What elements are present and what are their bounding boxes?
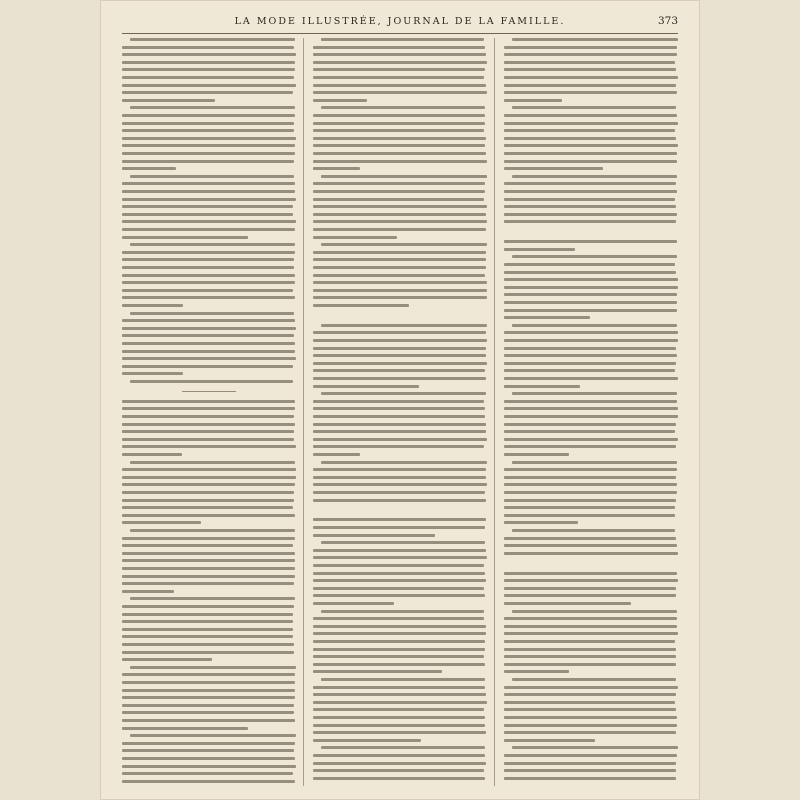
text-line — [122, 266, 294, 269]
text-line — [313, 407, 485, 410]
text-line — [504, 762, 676, 765]
text-line — [313, 453, 360, 456]
text-line — [122, 68, 295, 71]
text-line — [313, 354, 486, 357]
text-line — [313, 144, 485, 147]
text-line — [504, 468, 677, 471]
text-line — [504, 377, 678, 380]
text-line — [504, 594, 676, 597]
text-line — [313, 754, 485, 757]
text-line — [313, 84, 486, 87]
text-line — [504, 572, 677, 575]
text-line — [504, 648, 676, 651]
text-line — [122, 483, 295, 486]
text-column-2 — [313, 36, 487, 788]
text-line — [313, 594, 485, 597]
text-line — [504, 309, 677, 312]
text-line — [504, 476, 676, 479]
text-line — [313, 385, 419, 388]
text-line — [313, 347, 486, 350]
text-line — [122, 635, 293, 638]
text-line — [313, 129, 484, 132]
text-line — [313, 549, 486, 552]
text-line — [122, 152, 295, 155]
text-line — [313, 777, 485, 780]
text-line — [122, 765, 296, 768]
text-line — [313, 258, 486, 261]
text-line — [122, 258, 294, 261]
text-line — [313, 369, 485, 372]
text-line — [504, 68, 676, 71]
text-line — [321, 175, 487, 178]
text-line — [122, 91, 293, 94]
page-number: 373 — [657, 15, 678, 27]
text-line — [313, 415, 485, 418]
text-line — [313, 731, 486, 734]
text-line — [122, 167, 176, 170]
text-line — [122, 46, 294, 49]
text-line — [122, 423, 295, 426]
text-line — [313, 423, 486, 426]
text-line — [504, 271, 676, 274]
text-line — [504, 152, 677, 155]
text-line — [313, 99, 367, 102]
text-line — [313, 289, 487, 292]
text-line — [122, 506, 293, 509]
text-line — [321, 38, 484, 41]
text-line — [122, 499, 294, 502]
text-line — [504, 506, 675, 509]
text-line — [313, 534, 435, 537]
text-line — [313, 739, 421, 742]
text-line — [313, 663, 485, 666]
text-line — [512, 529, 675, 532]
text-line — [313, 205, 487, 208]
text-line — [122, 205, 293, 208]
text-line — [313, 587, 484, 590]
text-line — [321, 678, 485, 681]
text-line — [122, 76, 294, 79]
text-line — [504, 716, 677, 719]
column-separator — [303, 38, 304, 786]
text-line — [313, 686, 485, 689]
text-line — [321, 746, 485, 749]
text-line — [313, 339, 487, 342]
text-line — [130, 597, 295, 600]
text-line — [313, 640, 485, 643]
text-line — [504, 670, 569, 673]
text-line — [130, 461, 295, 464]
text-line — [512, 746, 678, 749]
text-line — [122, 772, 293, 775]
text-line — [122, 749, 294, 752]
text-line — [313, 499, 486, 502]
text-line — [313, 564, 484, 567]
text-line — [313, 701, 487, 704]
text-line — [122, 780, 295, 783]
text-line — [504, 61, 675, 64]
text-line — [122, 544, 293, 547]
text-line — [313, 483, 487, 486]
text-line — [512, 38, 678, 41]
text-line — [313, 518, 486, 521]
text-line — [313, 182, 485, 185]
text-line — [504, 777, 676, 780]
text-line — [321, 243, 487, 246]
text-line — [504, 754, 677, 757]
text-line — [504, 663, 676, 666]
text-line — [122, 61, 295, 64]
text-line — [122, 689, 295, 692]
text-line — [313, 160, 487, 163]
text-line — [313, 632, 486, 635]
text-line — [504, 278, 678, 281]
text-line — [313, 91, 487, 94]
text-line — [504, 625, 677, 628]
text-line — [313, 362, 487, 365]
text-line — [130, 529, 295, 532]
text-line — [122, 129, 294, 132]
text-line — [313, 655, 484, 658]
text-line — [313, 296, 487, 299]
text-line — [122, 468, 296, 471]
text-line — [130, 243, 295, 246]
text-line — [313, 769, 484, 772]
text-line — [321, 392, 486, 395]
text-line — [504, 632, 678, 635]
text-line — [122, 99, 215, 102]
text-line — [122, 236, 248, 239]
text-line — [504, 686, 678, 689]
text-line — [313, 46, 485, 49]
text-line — [504, 182, 676, 185]
text-line — [504, 198, 675, 201]
text-line — [122, 438, 294, 441]
text-line — [122, 407, 295, 410]
text-line — [504, 137, 676, 140]
text-line — [122, 365, 293, 368]
text-line — [504, 769, 676, 772]
text-line — [122, 350, 295, 353]
header-rule — [122, 33, 678, 34]
text-line — [122, 281, 295, 284]
text-line — [504, 301, 677, 304]
text-column-3 — [504, 36, 678, 788]
text-line — [122, 727, 248, 730]
text-line — [504, 114, 677, 117]
text-line — [504, 537, 676, 540]
text-line — [313, 190, 485, 193]
text-line — [504, 693, 676, 696]
text-line — [313, 572, 485, 575]
text-line — [313, 53, 486, 56]
text-line — [512, 106, 676, 109]
text-line — [504, 122, 678, 125]
text-line — [512, 461, 677, 464]
text-line — [313, 716, 485, 719]
text-line — [130, 380, 293, 383]
text-line — [122, 559, 295, 562]
text-line — [504, 46, 677, 49]
text-line — [504, 739, 595, 742]
text-line — [122, 605, 294, 608]
text-line — [504, 655, 676, 658]
text-line — [504, 483, 677, 486]
text-line — [122, 144, 295, 147]
column-separator — [494, 38, 495, 786]
text-line — [122, 658, 212, 661]
text-line — [122, 53, 296, 56]
text-line — [504, 731, 676, 734]
text-line — [504, 53, 677, 56]
text-line — [313, 304, 409, 307]
text-line — [313, 266, 486, 269]
text-line — [504, 213, 677, 216]
text-line — [313, 625, 486, 628]
text-line — [313, 76, 484, 79]
text-line — [504, 491, 677, 494]
text-line — [512, 610, 677, 613]
text-line — [313, 331, 486, 334]
text-line — [122, 567, 295, 570]
text-line — [504, 99, 562, 102]
text-line — [313, 476, 486, 479]
text-line — [122, 213, 293, 216]
text-line — [313, 274, 485, 277]
text-line — [122, 182, 295, 185]
text-line — [130, 38, 295, 41]
text-line — [122, 552, 295, 555]
text-line — [504, 167, 603, 170]
text-line — [504, 438, 678, 441]
text-line — [122, 696, 295, 699]
text-line — [313, 556, 487, 559]
text-line — [504, 701, 675, 704]
text-line — [504, 521, 578, 524]
text-line — [122, 289, 293, 292]
text-line — [512, 392, 677, 395]
text-line — [512, 255, 677, 258]
text-line — [122, 673, 295, 676]
text-line — [122, 742, 295, 745]
text-line — [313, 430, 486, 433]
text-line — [504, 407, 678, 410]
text-line — [122, 651, 294, 654]
text-line — [504, 144, 678, 147]
text-line — [504, 445, 676, 448]
text-line — [122, 228, 295, 231]
text-line — [130, 666, 296, 669]
text-line — [313, 228, 486, 231]
text-line — [504, 369, 675, 372]
text-line — [122, 757, 295, 760]
text-line — [122, 84, 296, 87]
running-head — [100, 14, 700, 32]
text-line — [504, 423, 676, 426]
text-line — [504, 552, 678, 555]
text-column-1 — [122, 36, 296, 788]
text-line — [122, 319, 295, 322]
text-line — [313, 762, 486, 765]
text-line — [122, 521, 201, 524]
text-line — [122, 719, 295, 722]
text-line — [122, 491, 294, 494]
text-line — [504, 640, 675, 643]
text-line — [313, 213, 486, 216]
text-line — [504, 617, 677, 620]
text-line — [313, 648, 485, 651]
text-line — [504, 602, 631, 605]
text-line — [122, 643, 294, 646]
text-line — [313, 236, 397, 239]
text-line — [122, 704, 294, 707]
text-line — [504, 286, 678, 289]
text-line — [504, 91, 677, 94]
text-line — [512, 678, 676, 681]
text-line — [313, 152, 486, 155]
text-line — [504, 84, 676, 87]
text-line — [504, 129, 675, 132]
text-line — [504, 544, 677, 547]
text-line — [122, 453, 182, 456]
text-line — [504, 385, 580, 388]
text-line — [122, 514, 295, 517]
text-line — [313, 137, 486, 140]
text-line — [512, 324, 677, 327]
text-line — [504, 293, 677, 296]
text-line — [504, 400, 677, 403]
text-line — [122, 582, 294, 585]
text-line — [122, 430, 294, 433]
text-line — [122, 334, 294, 337]
text-line — [122, 357, 296, 360]
text-line — [122, 220, 296, 223]
text-line — [313, 438, 487, 441]
text-line — [504, 587, 676, 590]
text-line — [313, 617, 484, 620]
text-line — [313, 670, 442, 673]
text-line — [122, 342, 295, 345]
text-line — [313, 122, 485, 125]
text-line — [321, 541, 485, 544]
text-line — [313, 724, 485, 727]
text-line — [313, 114, 485, 117]
text-line — [504, 190, 677, 193]
text-line — [504, 499, 676, 502]
text-line — [504, 316, 590, 319]
text-line — [122, 415, 294, 418]
text-line — [504, 160, 677, 163]
text-line — [122, 681, 295, 684]
text-line — [313, 220, 487, 223]
text-line — [504, 347, 676, 350]
text-line — [122, 628, 293, 631]
text-line — [313, 167, 360, 170]
text-line — [504, 339, 678, 342]
text-line — [504, 579, 678, 582]
text-line — [122, 122, 294, 125]
text-line — [130, 312, 294, 315]
text-line — [504, 430, 675, 433]
text-line — [130, 734, 296, 737]
text-line — [313, 708, 484, 711]
text-line — [122, 296, 295, 299]
text-line — [122, 190, 295, 193]
section-divider — [182, 391, 236, 392]
text-line — [504, 220, 676, 223]
text-line — [122, 327, 296, 330]
text-line — [122, 620, 293, 623]
text-line — [313, 68, 485, 71]
text-line — [313, 61, 487, 64]
text-line — [122, 372, 183, 375]
text-line — [122, 613, 293, 616]
text-line — [321, 461, 487, 464]
text-line — [504, 263, 675, 266]
text-line — [504, 362, 676, 365]
text-line — [122, 537, 295, 540]
text-line — [122, 274, 295, 277]
text-line — [122, 476, 296, 479]
text-line — [504, 76, 678, 79]
text-line — [504, 248, 575, 251]
text-line — [504, 453, 569, 456]
text-line — [122, 711, 294, 714]
text-line — [313, 281, 487, 284]
text-line — [313, 198, 484, 201]
text-line — [504, 354, 677, 357]
running-title: LA MODE ILLUSTRÉE, JOURNAL DE LA FAMILLE. — [234, 16, 566, 27]
text-line — [122, 198, 296, 201]
text-line — [122, 590, 174, 593]
text-line — [504, 415, 678, 418]
text-line — [313, 377, 486, 380]
text-line — [313, 468, 486, 471]
text-line — [122, 114, 295, 117]
text-line — [504, 331, 678, 334]
text-line — [504, 514, 675, 517]
text-line — [313, 400, 484, 403]
text-line — [122, 160, 294, 163]
text-line — [313, 602, 394, 605]
text-line — [313, 526, 485, 529]
newspaper-page — [100, 0, 700, 800]
text-line — [504, 205, 676, 208]
text-line — [504, 724, 677, 727]
text-line — [130, 106, 295, 109]
text-line — [321, 324, 487, 327]
text-line — [321, 106, 485, 109]
text-line — [130, 175, 294, 178]
text-line — [321, 610, 484, 613]
text-line — [313, 693, 486, 696]
text-line — [313, 491, 485, 494]
text-line — [504, 240, 677, 243]
text-line — [122, 575, 295, 578]
text-line — [512, 175, 677, 178]
text-line — [122, 445, 296, 448]
text-line — [504, 708, 676, 711]
text-line — [313, 251, 486, 254]
text-line — [313, 445, 484, 448]
text-line — [122, 304, 183, 307]
text-line — [122, 400, 295, 403]
text-line — [122, 251, 295, 254]
text-line — [313, 579, 486, 582]
text-line — [122, 137, 296, 140]
